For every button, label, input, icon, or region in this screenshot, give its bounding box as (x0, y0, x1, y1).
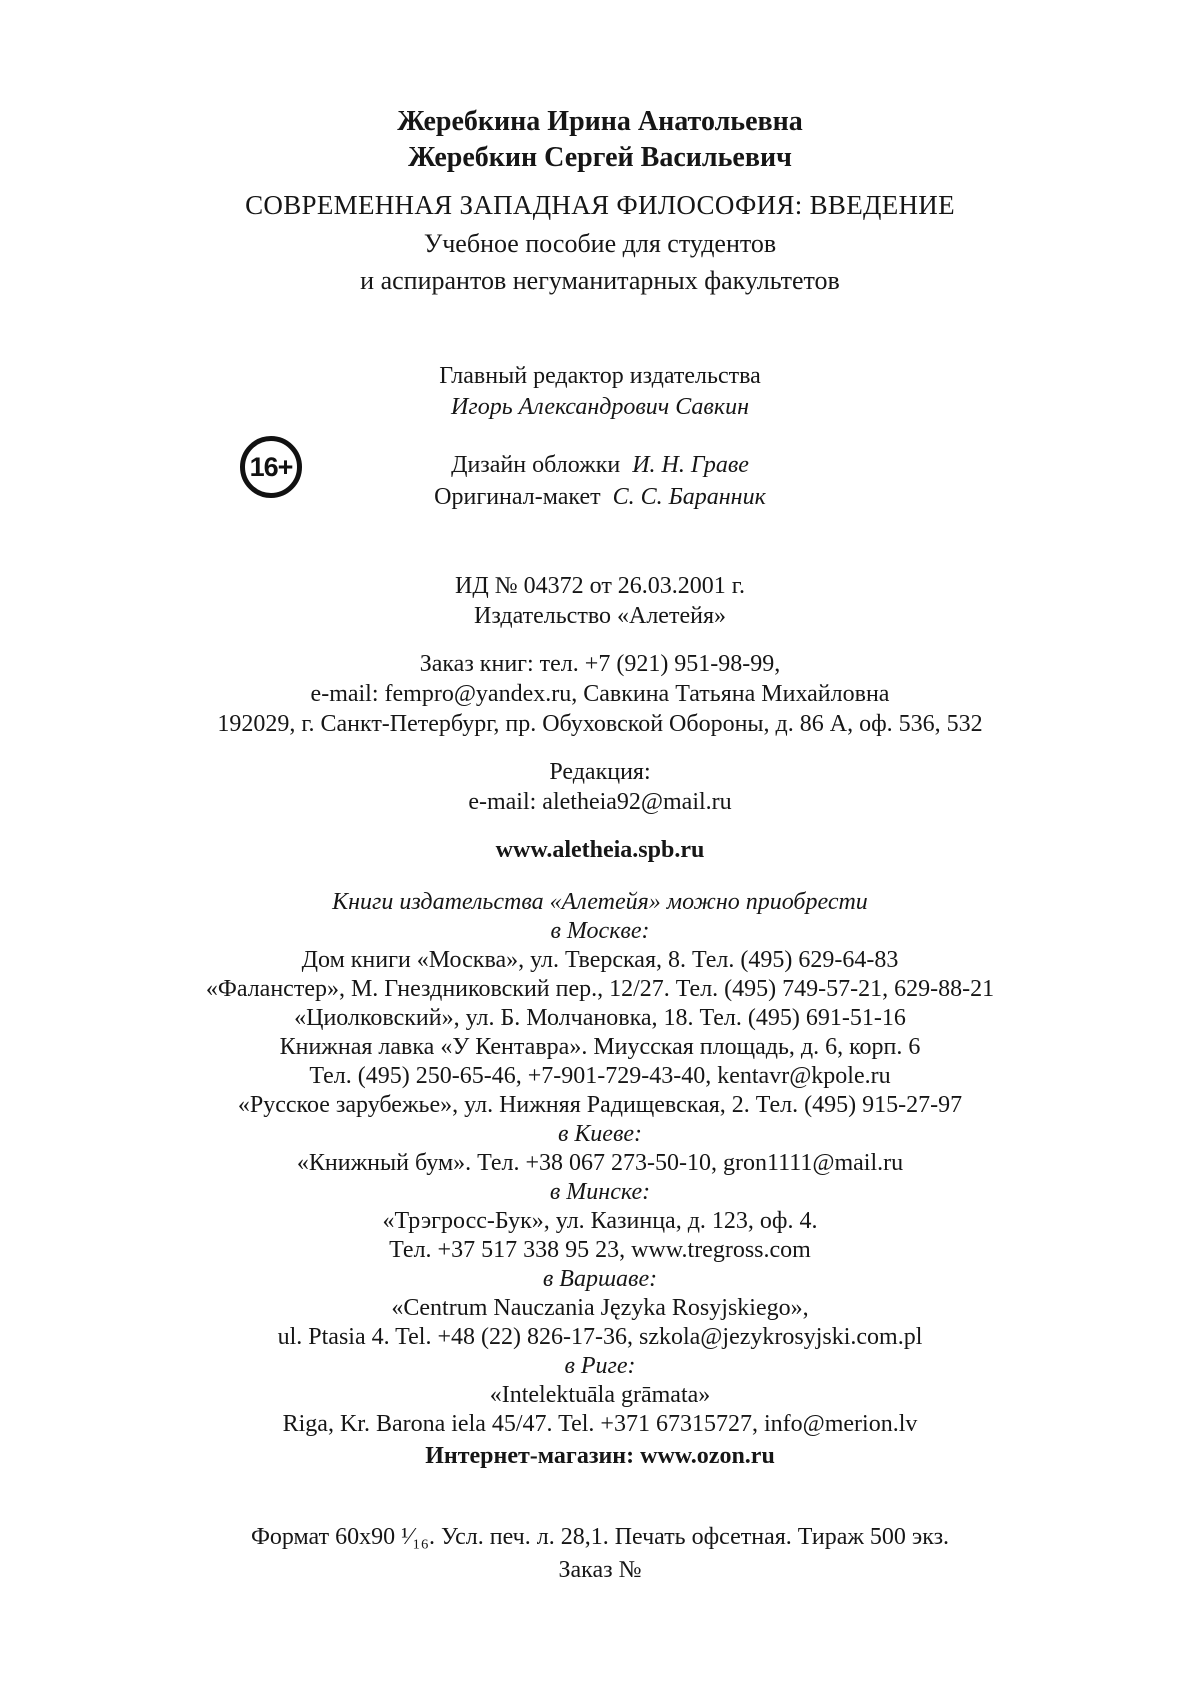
city-label-moscow: в Москве: (550, 918, 650, 944)
editorial-email: e-mail: aletheia92@mail.ru (468, 789, 732, 815)
orders-line-2: e-mail: fempro@yandex.ru, Савкина Татьяна Михайловна (310, 681, 890, 707)
book-subtitle-1: Учебное пособие для студентов (423, 229, 777, 258)
publisher-name: Издательство «Алетейя» (474, 603, 726, 629)
imprint-format: Формат 60х90 ¹⁄₁₆. Усл. печ. л. 28,1. Печать офсетная. Тираж 500 экз. (250, 1524, 950, 1550)
city-label-kiev: в Киеве: (557, 1121, 643, 1147)
layout-label: Оригинал-макет (434, 484, 601, 510)
moscow-store-1: Дом книги «Москва», ул. Тверская, 8. Тел. (495) 629-64-83 (301, 947, 899, 973)
city-label-riga: в Риге: (564, 1353, 636, 1379)
minsk-store-2: Тел. +37 517 338 95 23, www.tregross.com (389, 1237, 811, 1263)
age-rating-text: 16+ (249, 451, 293, 482)
publisher-license: ИД № 04372 от 26.03.2001 г. (455, 573, 745, 599)
kiev-store-1: «Книжный бум». Тел. +38 067 273-50-10, gron1111@mail.ru (296, 1150, 904, 1176)
orders-line-1: Заказ книг: тел. +7 (921) 951-98-99, (419, 651, 781, 677)
warsaw-store-1: «Centrum Nauczania Języka Rosyjskiego», (391, 1295, 809, 1321)
city-label-minsk: в Минске: (549, 1179, 651, 1205)
book-subtitle-2: и аспирантов негуманитарных факультетов (360, 266, 840, 295)
chief-editor-label: Главный редактор издательства (439, 363, 761, 389)
layout-name: С. С. Баранник (612, 484, 766, 510)
book-title: СОВРЕМЕННАЯ ЗАПАДНАЯ ФИЛОСОФИЯ: ВВЕДЕНИЕ (245, 190, 955, 220)
moscow-store-6: «Русское зарубежье», ул. Нижняя Радищевская, 2. Тел. (495) 915-27-97 (237, 1092, 963, 1118)
warsaw-store-2: ul. Ptasia 4. Tel. +48 (22) 826-17-36, szkola@jezykrosyjski.com.pl (277, 1324, 923, 1350)
cover-design-credit (0, 451, 1200, 480)
cover-design-label: Дизайн обложки (451, 452, 621, 478)
author-2: Жеребкин Сергей Васильевич (408, 142, 792, 173)
orders-line-3: 192029, г. Санкт-Петербург, пр. Обуховской Обороны, д. 86 А, оф. 536, 532 (217, 711, 983, 737)
chief-editor-name: Игорь Александрович Савкин (451, 394, 749, 420)
publisher-website: www.aletheia.spb.ru (495, 837, 705, 863)
imprint-order: Заказ № (558, 1557, 642, 1583)
riga-store-2: Riga, Kr. Barona iela 45/47. Tel. +371 67315727, info@merion.lv (282, 1411, 918, 1437)
city-label-warsaw: в Варшаве: (542, 1266, 658, 1292)
author-1: Жеребкина Ирина Анатольевна (397, 106, 803, 137)
moscow-store-4: Книжная лавка «У Кентавра». Миусская площадь, д. 6, корп. 6 (279, 1034, 921, 1060)
distribution-heading: Книги издательства «Алетейя» можно приобрести (332, 889, 868, 915)
moscow-store-2: «Фаланстер», М. Гнездниковский пер., 12/27. Тел. (495) 749-57-21, 629-88-21 (205, 976, 995, 1002)
moscow-store-3: «Циолковский», ул. Б. Молчановка, 18. Тел. (495) 691-51-16 (294, 1005, 906, 1031)
cover-design-name: И. Н. Граве (632, 452, 749, 478)
riga-store-1: «Intelektuāla grāmata» (489, 1382, 711, 1408)
layout-credit (0, 483, 1200, 512)
editorial-label: Редакция: (549, 759, 651, 785)
moscow-store-5: Тел. (495) 250-65-46, +7-901-729-43-40, kentavr@kpole.ru (309, 1063, 891, 1089)
online-store: Интернет-магазин: www.ozon.ru (425, 1443, 775, 1469)
minsk-store-1: «Трэгросс-Бук», ул. Казинца, д. 123, оф. 4. (382, 1208, 818, 1234)
